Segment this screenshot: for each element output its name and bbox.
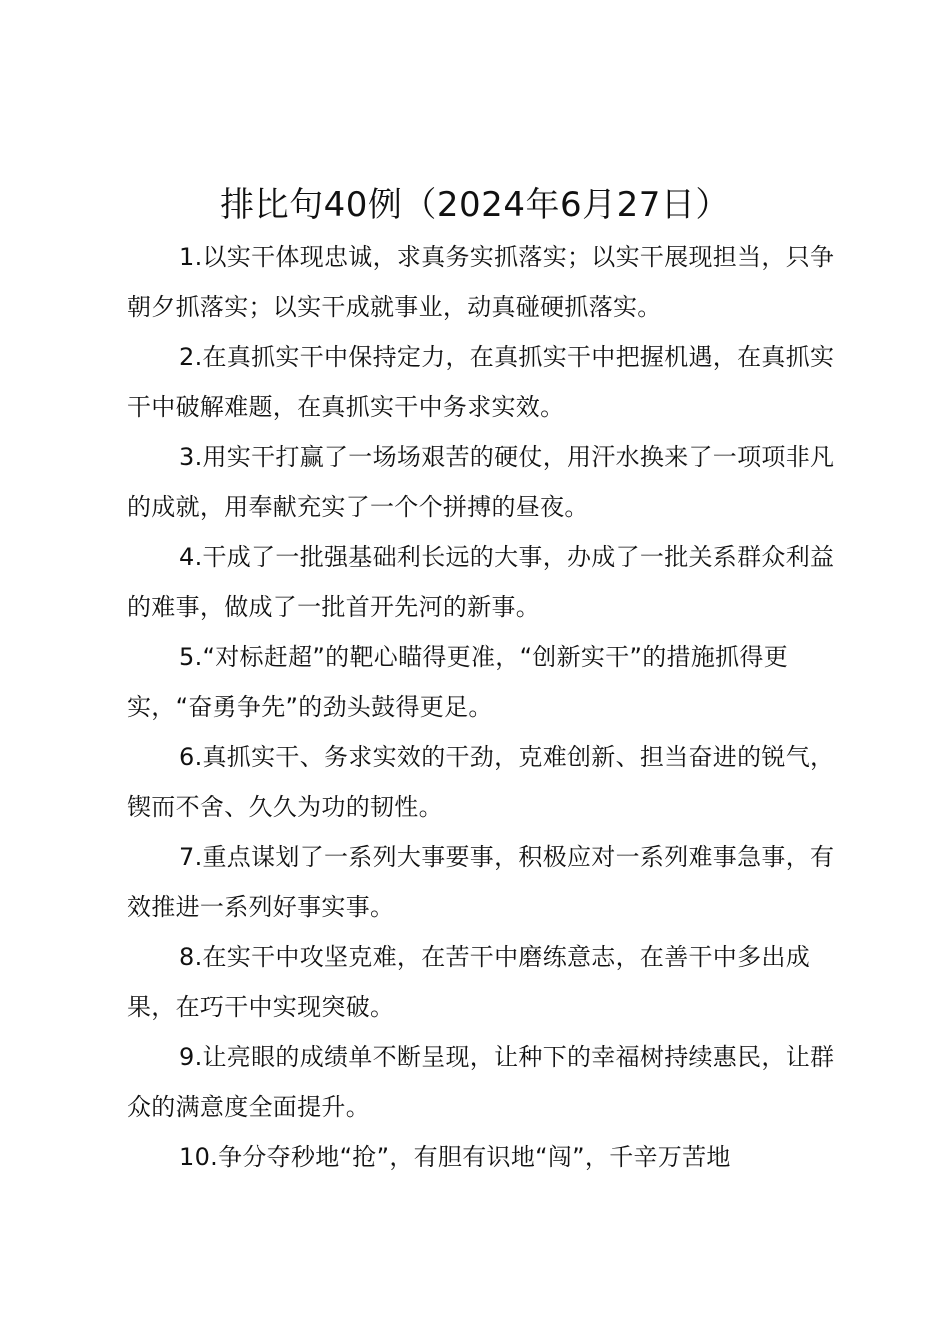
paragraph-8: 8.在实干中攻坚克难，在苦干中磨练意志，在善干中多出成果，在巧干中实现突破。 — [127, 943, 810, 1021]
paragraph-5: 5.“对标赶超”的靶心瞄得更准，“创新实干”的措施抓得更实，“奋勇争先”的劲头鼓得更足。 — [127, 643, 789, 721]
paragraph-7: 7.重点谋划了一系列大事要事，积极应对一系列难事急事，有效推进一系列好事实事。 — [127, 843, 835, 921]
paragraph-6: 6.真抓实干、务求实效的干劲，克难创新、担当奋进的锐气，锲而不舍、久久为功的韧性。 — [127, 743, 835, 821]
document-body — [127, 232, 835, 1182]
paragraph-3: 3.用实干打赢了一场场艰苦的硬仗，用汗水换来了一项项非凡的成就，用奉献充实了一个个拼搏的昼夜。 — [127, 443, 835, 521]
paragraph-9: 9.让亮眼的成绩单不断呈现，让种下的幸福树持续惠民，让群众的满意度全面提升。 — [127, 1043, 835, 1121]
paragraph-10: 10.争分夺秒地“抢”，有胆有识地“闯”，千辛万苦地 — [179, 1143, 731, 1171]
paragraph-2: 2.在真抓实干中保持定力，在真抓实干中把握机遇，在真抓实干中破解难题，在真抓实干中务求实效。 — [127, 343, 835, 421]
paragraph-1: 1.以实干体现忠诚，求真务实抓落实；以实干展现担当，只争朝夕抓落实；以实干成就事业，动真碰硬抓落实。 — [127, 243, 835, 321]
paragraph-4: 4.干成了一批强基础利长远的大事，办成了一批关系群众利益的难事，做成了一批首开先河的新事。 — [127, 543, 835, 621]
document-title: 排比句40例（2024年6月27日） — [220, 185, 730, 225]
